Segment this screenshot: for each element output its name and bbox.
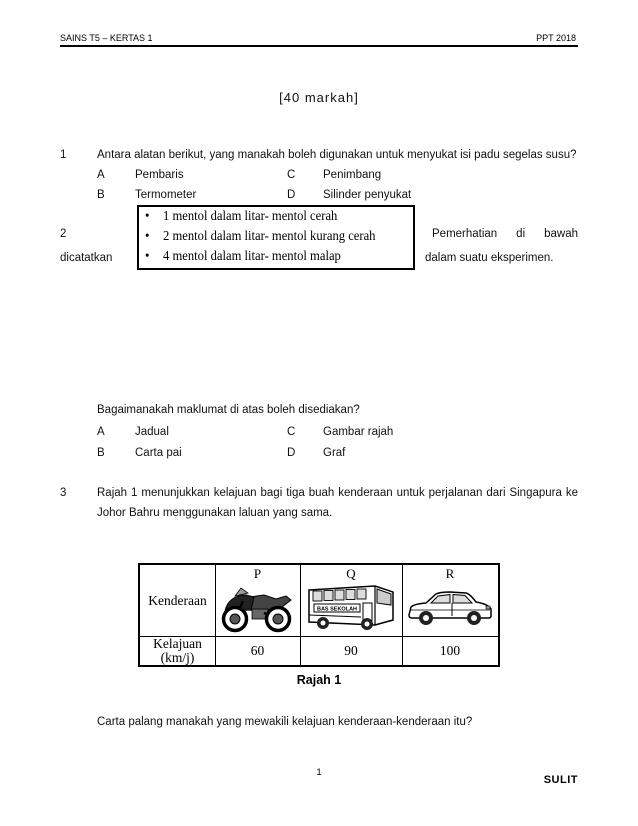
question-2-question: Bagaimanakah maklumat di atas boleh disediakan?	[97, 404, 360, 416]
footer-label: SULIT	[543, 774, 578, 786]
q1-option-c-letter: C	[287, 169, 296, 181]
q1-option-b-letter: B	[97, 189, 105, 201]
header-subject: SAINS T5 – KERTAS 1	[60, 33, 153, 43]
figure-caption: Rajah 1	[296, 673, 342, 687]
observation-item	[145, 227, 375, 247]
question-3-question: Carta palang manakah yang mewakili kelajuan kenderaan-kenderaan itu?	[97, 716, 473, 728]
q2-option-d-text: Graf	[323, 447, 346, 459]
q1-option-d-letter: D	[287, 189, 296, 201]
question-3-stem-line1: Rajah 1 menunjukkan kelajuan bagi tiga buah kenderaan untuk perjalanan dari Singapura ke	[97, 487, 578, 499]
speed-label-line1: Kelajuan	[153, 635, 202, 651]
question-3-stem-line2: Johor Bahru menggunakan laluan yang sama.	[97, 507, 333, 519]
q1-option-a-text: Pembaris	[135, 169, 184, 181]
vehicle-cell-q	[300, 565, 402, 636]
q1-option-a-letter: A	[97, 169, 105, 181]
question-2-stem-right-line2: dalam suatu eksperimen.	[425, 252, 554, 264]
vehicle-cell-p	[215, 565, 300, 636]
question-1-number: 1	[60, 149, 67, 161]
question-2-stem-right: Pemerhatian di bawah	[432, 228, 578, 240]
bullet: •	[145, 229, 150, 244]
header-rule	[60, 45, 578, 47]
q2-option-a-letter: A	[97, 426, 105, 438]
q2-option-a-text: Jadual	[135, 426, 169, 438]
observation-text: 2 mentol dalam litar- mentol kurang cerah	[163, 229, 376, 244]
motorcycle-icon	[220, 583, 294, 633]
q1-option-c-text: Penimbang	[323, 169, 382, 181]
observation-item	[145, 247, 341, 267]
speed-value-p	[215, 636, 300, 665]
question-2-stem-left-line2: dicatatkan	[60, 252, 113, 264]
vehicle-label-q: Q	[346, 566, 356, 581]
question-1-stem: Antara alatan berikut, yang manakah boleh digunakan untuk menyukat isi padu segelas susu?	[97, 149, 577, 161]
vehicle-speed-table	[138, 563, 500, 667]
speed-value: 60	[250, 642, 265, 658]
vehicle-label-r: R	[445, 566, 455, 581]
page-number: 1	[316, 767, 322, 778]
header-exam: PPT 2018	[536, 33, 576, 43]
q1-option-b-text: Termometer	[135, 189, 197, 201]
q1-option-d-text: Silinder penyukat	[323, 189, 412, 201]
bullet: •	[145, 209, 150, 224]
row-label-speed	[140, 636, 215, 665]
total-marks: [40 markah]	[279, 90, 359, 105]
bullet: •	[145, 249, 150, 264]
speed-value-q	[300, 636, 402, 665]
vehicle-row-label: Kenderaan	[148, 592, 207, 608]
speed-value: 100	[439, 642, 461, 658]
q2-option-b-text: Carta pai	[135, 447, 182, 459]
vehicle-cell-r	[402, 565, 498, 636]
speed-label-line2: (km/j)	[160, 649, 195, 665]
speed-value-r	[402, 636, 498, 665]
observation-text: 4 mentol dalam litar- mentol malap	[163, 249, 341, 264]
bus-icon	[305, 582, 397, 632]
question-2-number: 2	[60, 228, 67, 240]
speed-value: 90	[344, 642, 358, 658]
q2-option-d-letter: D	[287, 447, 296, 459]
row-label-vehicle	[140, 565, 215, 636]
vehicle-label-p: P	[253, 566, 262, 581]
question-3-number: 3	[60, 487, 67, 499]
q2-option-c-text: Gambar rajah	[323, 426, 394, 438]
observation-text: 1 mentol dalam litar- mentol cerah	[163, 209, 338, 224]
bus-sign-text: BAS SEKOLAH	[316, 606, 358, 613]
car-icon	[406, 583, 494, 631]
observation-item	[145, 207, 337, 227]
q2-option-b-letter: B	[97, 447, 105, 459]
observation-box	[137, 205, 415, 270]
q2-option-c-letter: C	[287, 426, 296, 438]
